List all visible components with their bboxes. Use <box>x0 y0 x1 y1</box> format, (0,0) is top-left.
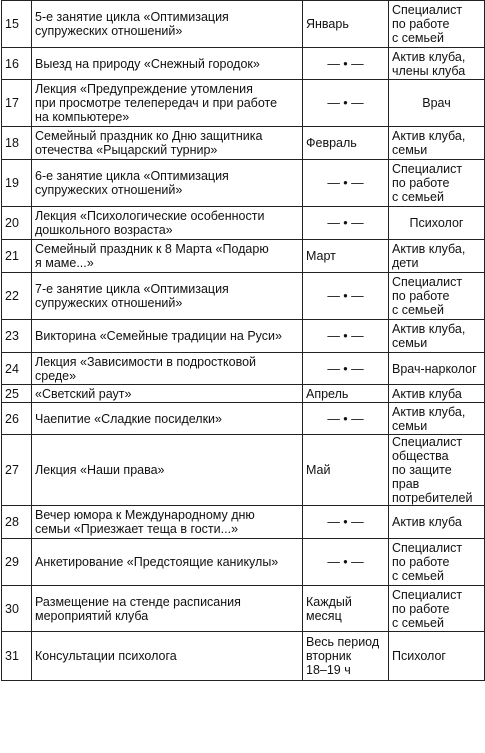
responsible-cell: Специалист общества по защите прав потребителей <box>389 435 485 506</box>
term-cell: — • — <box>303 273 389 320</box>
responsible-cell: Специалист по работе с семьей <box>389 539 485 586</box>
table-row <box>2 207 485 240</box>
event-cell: Консультации психолога <box>32 632 303 681</box>
table-row <box>2 160 485 207</box>
responsible-cell: Врач-нарколог <box>389 353 485 385</box>
event-cell: Семейный праздник ко Дню защитника отечества «Рыцарский турнир» <box>32 127 303 160</box>
term-cell: — • — <box>303 403 389 435</box>
responsible-cell: Психолог <box>389 207 485 240</box>
row-number-cell: 30 <box>2 586 32 632</box>
responsible-cell: Специалист по работе с семьей <box>389 586 485 632</box>
event-cell: Выезд на природу «Снежный городок» <box>32 48 303 80</box>
responsible-cell: Актив клуба <box>389 506 485 539</box>
event-cell: «Светский раут» <box>32 385 303 403</box>
responsible-cell: Психолог <box>389 632 485 681</box>
row-number-cell: 28 <box>2 506 32 539</box>
row-number-cell: 22 <box>2 273 32 320</box>
term-cell: Каждый месяц <box>303 586 389 632</box>
row-number-cell: 21 <box>2 240 32 273</box>
row-number-cell: 24 <box>2 353 32 385</box>
row-number-cell: 29 <box>2 539 32 586</box>
row-number-cell: 17 <box>2 80 32 127</box>
event-cell: 7-е занятие цикла «Оптимизация супружеских отношений» <box>32 273 303 320</box>
events-plan-body <box>2 1 485 681</box>
table-row <box>2 403 485 435</box>
events-plan-table <box>1 0 485 681</box>
event-cell: Лекция «Зависимости в подростковой среде» <box>32 353 303 385</box>
row-number-cell: 16 <box>2 48 32 80</box>
responsible-cell: Специалист по работе с семьей <box>389 160 485 207</box>
term-cell: — • — <box>303 207 389 240</box>
table-row <box>2 506 485 539</box>
event-cell: Лекция «Психологические особенности дошкольного возраста» <box>32 207 303 240</box>
term-cell: — • — <box>303 160 389 207</box>
row-number-cell: 31 <box>2 632 32 681</box>
event-cell: Чаепитие «Сладкие посиделки» <box>32 403 303 435</box>
table-row <box>2 632 485 681</box>
table-row <box>2 273 485 320</box>
term-cell: — • — <box>303 506 389 539</box>
responsible-cell: Актив клуба <box>389 385 485 403</box>
term-cell: — • — <box>303 320 389 353</box>
event-cell: Семейный праздник к 8 Марта «Подарю я маме...» <box>32 240 303 273</box>
row-number-cell: 26 <box>2 403 32 435</box>
term-cell: — • — <box>303 48 389 80</box>
term-cell: Май <box>303 435 389 506</box>
term-cell: — • — <box>303 539 389 586</box>
responsible-cell: Специалист по работе с семьей <box>389 1 485 48</box>
table-row <box>2 385 485 403</box>
term-cell: Март <box>303 240 389 273</box>
term-cell: Апрель <box>303 385 389 403</box>
table-row <box>2 320 485 353</box>
table-row <box>2 353 485 385</box>
event-cell: Размещение на стенде расписания мероприятий клуба <box>32 586 303 632</box>
table-row <box>2 127 485 160</box>
responsible-cell: Актив клуба, семьи <box>389 127 485 160</box>
table-row <box>2 240 485 273</box>
responsible-cell: Врач <box>389 80 485 127</box>
table-row <box>2 435 485 506</box>
responsible-cell: Специалист по работе с семьей <box>389 273 485 320</box>
event-cell: Лекция «Предупреждение утомления при просмотре телепередач и при работе на компьютере» <box>32 80 303 127</box>
table-row <box>2 48 485 80</box>
term-cell: Весь период вторник 18–19 ч <box>303 632 389 681</box>
responsible-cell: Актив клуба, семьи <box>389 320 485 353</box>
event-cell: 6-е занятие цикла «Оптимизация супружеских отношений» <box>32 160 303 207</box>
term-cell: — • — <box>303 353 389 385</box>
event-cell: 5-е занятие цикла «Оптимизация супружеских отношений» <box>32 1 303 48</box>
responsible-cell: Актив клуба, семьи <box>389 403 485 435</box>
responsible-cell: Актив клуба, дети <box>389 240 485 273</box>
row-number-cell: 19 <box>2 160 32 207</box>
event-cell: Викторина «Семейные традиции на Руси» <box>32 320 303 353</box>
table-row <box>2 1 485 48</box>
event-cell: Лекция «Наши права» <box>32 435 303 506</box>
term-cell: Февраль <box>303 127 389 160</box>
responsible-cell: Актив клуба, члены клуба <box>389 48 485 80</box>
table-row <box>2 80 485 127</box>
row-number-cell: 23 <box>2 320 32 353</box>
row-number-cell: 20 <box>2 207 32 240</box>
row-number-cell: 18 <box>2 127 32 160</box>
event-cell: Вечер юмора к Международному дню семьи «Приезжает теща в гости...» <box>32 506 303 539</box>
table-row <box>2 586 485 632</box>
event-cell: Анкетирование «Предстоящие каникулы» <box>32 539 303 586</box>
row-number-cell: 25 <box>2 385 32 403</box>
row-number-cell: 15 <box>2 1 32 48</box>
row-number-cell: 27 <box>2 435 32 506</box>
term-cell: Январь <box>303 1 389 48</box>
table-row <box>2 539 485 586</box>
term-cell: — • — <box>303 80 389 127</box>
